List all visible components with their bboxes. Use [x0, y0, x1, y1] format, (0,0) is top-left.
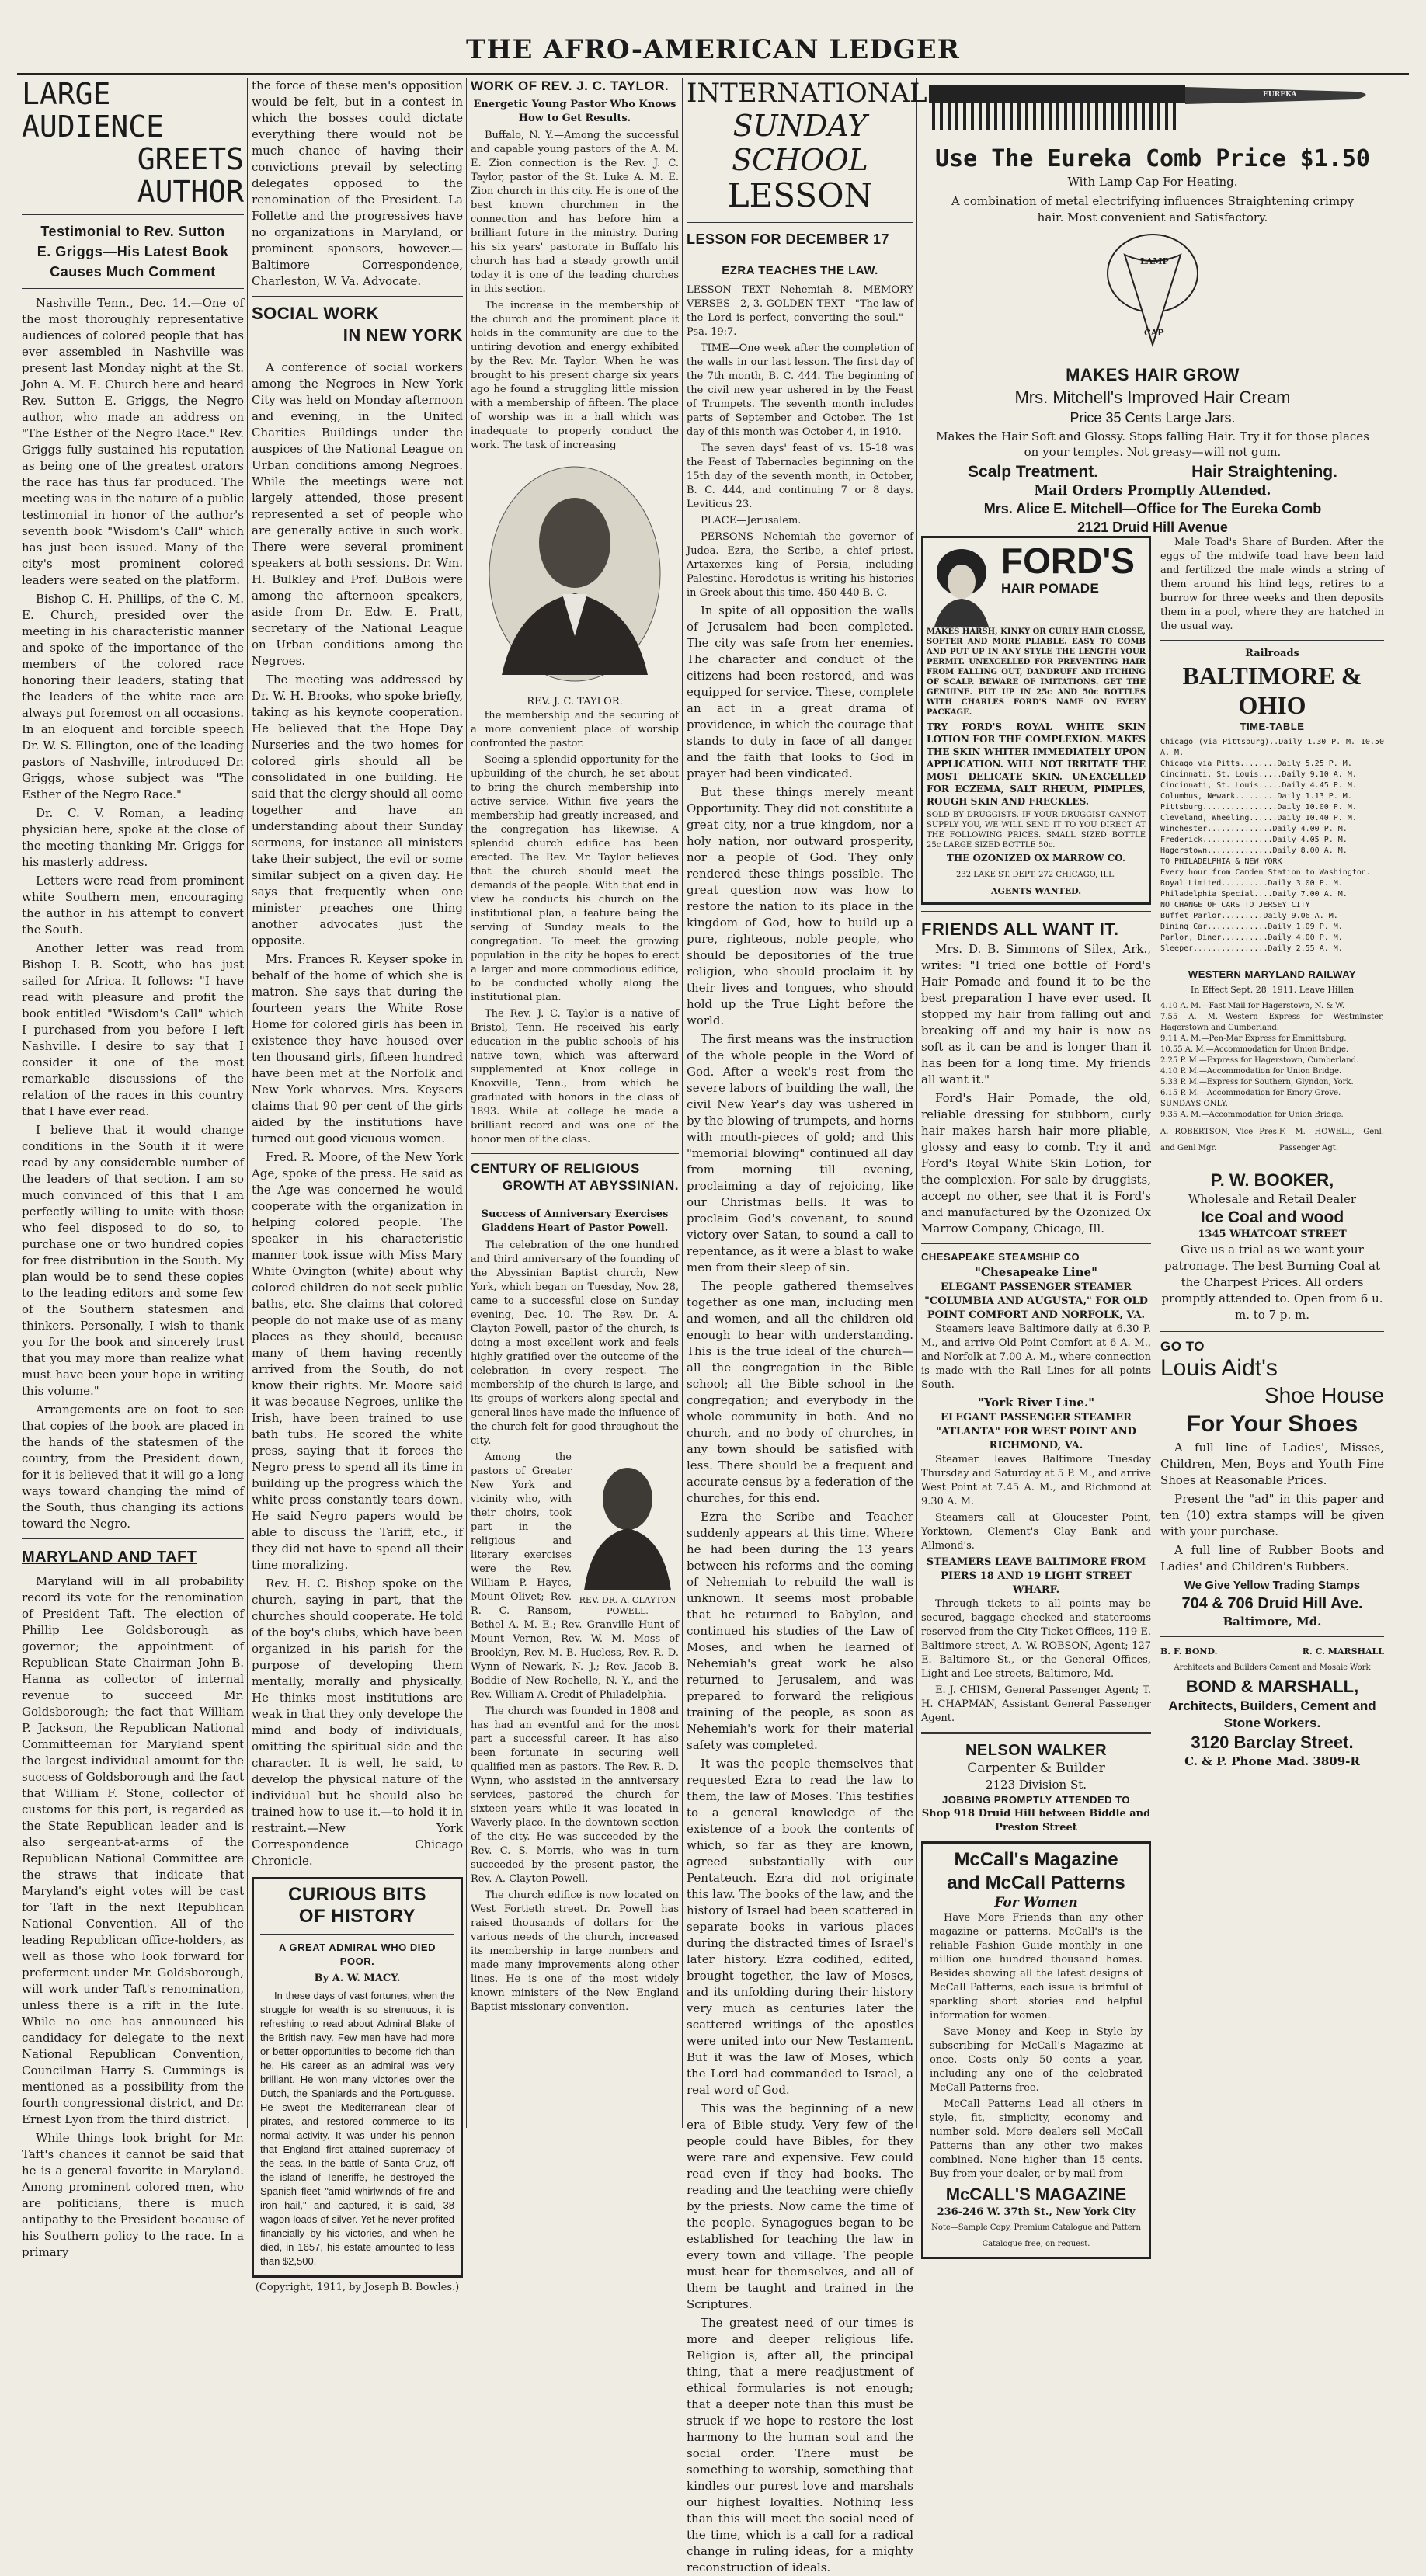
article-paragraph: The church was founded in 1808 and has had an eventful and for the most part a successful career. It has also been fortunate in securing well qualified men as pastors. The Rev. R. D. Wynn, who assisted in the anniversary services, pastored the church for sixteen years while it was located in Waverly place. In the downtown section of the city. He was succeeded by the Rev. C. S. Morris, who was in turn succeeded by the present pastor, the Rev. A. Clayton Powell.: [471, 1705, 679, 1885]
ad-chesapeake: [921, 1250, 1151, 1726]
fords-address: 232 LAKE ST. DEPT. 272 CHICAGO, ILL.: [956, 871, 1116, 879]
ad-nelson-walker: [921, 1740, 1151, 1835]
lesson-meta: LESSON TEXT—Nehemiah 8. MEMORY VERSES—2, 3. GOLDEN TEXT—"The law of the Lord is perfect, converting the soul."—Psa. 19:7.: [687, 284, 913, 338]
ads-left-stack: [921, 536, 1151, 2248]
aidt-city: Baltimore, Md.: [1223, 1615, 1322, 1629]
box-paragraph: In these days of vast fortunes, when the struggle for wealth is so strenuous, it is refreshing to read about Admiral Blake of the British navy. Few men have had more or better opportunities to become rich than he. His career as an admiral was very brilliant. He won many victories over the Dutch, the Spaniards and the Portuguese. He swept the Mediterranean clear of pirates, and restored commerce to its normal activity. It was under his pennon that England first attained supremacy of the seas. In the battle of Santa Cruz, off the island of Teneriffe, he destroyed the Spanish fleet "amid whirlwinds of fire and iron hail," and captured, it is said, 38 wagon loads of silver. Yet he never profited financially by his victories, and when he died, in 1657, his estate amounted to less than $2,500.: [260, 1990, 454, 2267]
column-divider: [682, 78, 683, 2128]
portrait-taylor: [471, 457, 679, 690]
ad-mccall: [921, 1841, 1151, 2259]
article-paragraph: Dr. C. V. Roman, a leading physician here, spoke at the close of the meeting thanking Mr. Griggs for his masterly address.: [22, 806, 244, 869]
lesson-paragraph: The seven days' feast of vs. 15-18 was the Feast of Tabernacles beginning on the 15th day of the seventh month, in October, B. C. 444, and continuing 7 or 8 days. Leviticus 23.: [687, 443, 913, 510]
article-paragraph: The meeting was addressed by Dr. W. H. Brooks, who spoke briefly, taking as his keynote cooperation. He believed that the Hope Day Nurseries and the two homes for colored girls should all be consolidated in one building. He said that the clergy should all come together and have an understanding about their Sunday sermons, for instance all ministers take their subject, the evil or some similar subject on a given day. He says that frequently when one minister preaches one thing another advocates just the opposite.: [252, 673, 463, 947]
article-paragraph: Maryland will in all probability record its vote for the renomination of President Taft. The election of Phillip Lee Goldsborough as governor; the appointment of Republican State Chairman John B. Hanna as collector of internal revenue to succeed Mr. Goldsborough; the fact that William P. Jackson, the Republican National Committeeman for Maryland spent the largest individual amount for the success of Goldsborough and the fact that William F. Stone, collector of customs for this port, is regarded as the State Republican leader and is also sergeant-at-arms of the Republican National Committee are the straws that indicate that Maryland's eight votes will be cast for Taft in the next Republican National Convention. All of the leading Republican office-holders, as well as those who look forward for preferment under Mr. Goldsborough, will work under Taft's renomination, unless there is a rift in the lute. While no one has announced his candidacy for delegate to the next National Republican Convention, Councilman Harry S. Cummings is mentioned as a possibility from the fourth congressional district, and Dr. Ernest Lyon from the third district.: [22, 1574, 244, 2126]
article-paragraph: Buffalo, N. Y.—Among the successful and capable young pastors of the A. M. E. Zion connection is the Rev. J. C. Taylor, pastor of the St. Luke A. M. E. Zion church in this city. He is one of the best known churchmen in the connection and has before him a brilliant future in the ministry. During his six years' pastorate in Buffalo his church has had a steady growth until today it is one of the leading churches in this section.: [471, 130, 679, 295]
column-1: [22, 77, 244, 2259]
timetable-row: 5.33 P. M.—Express for Southern, Glyndon, York.: [1160, 1078, 1354, 1086]
fords-description: MAKES HARSH, KINKY OR CURLY HAIR CLOSSE, SOFTER AND MORE PLIABLE. EASY TO COMB AND PUT UP IN ANY STYLE THE LENGTH YOUR PERMIT. UNEXCELLED FOR PREVENTING HAIR FROM FALLING OUT, DANDRUFF AND ITCHING OF SCALP. BEWARE OF IMITATIONS. GET THE GENUINE. PUT UP IN 25c AND 50c BOTTLES WITH CHARLES FORD'S NAME ON EVERY PACKAGE.: [927, 627, 1146, 717]
mitchell-scalp: Scalp Treatment.: [968, 463, 1099, 481]
aidt-for: For Your Shoes: [1186, 1411, 1358, 1437]
walker-shop: Shop 918 Druid Hill between Biddle and Preston Street: [921, 1808, 1151, 1834]
mccall-h2: and McCall Patterns: [947, 1872, 1125, 1893]
aidt-goto: GO TO: [1160, 1339, 1205, 1354]
lesson-title-sunday-school: SUNDAY SCHOOL: [732, 109, 868, 177]
fords-agents: AGENTS WANTED.: [990, 886, 1082, 896]
lesson-title-lesson: LESSON: [727, 176, 873, 214]
lesson-paragraph: It was the people themselves that requested Ezra to read the law to them, the law of Moses. This testifies to a general knowledge of the existence of a book the contents of which, so far as they are known, agreed substantially with our Pentateuch. Ezra did not originate this law. The books of the law, and the history of Israel had been scattered in separate books in various places during the distracted times of Israel's later history. Ezra codified, edited, brought together, the law of Moses, and its unfolding during their history very much as centuries later the scattered writings of the apostles were united into our New Testament. But it was the law of Moses, which the Lord had commanded to Israel, a real word of God.: [687, 1757, 913, 2097]
cap-label: CAP: [1144, 328, 1164, 338]
booker-goods: Ice Coal and wood: [1200, 1208, 1344, 1226]
timetable-row: Hagerstown..............Daily 8.00 A. M.: [1160, 846, 1348, 855]
lesson-paragraph: TIME—One week after the completion of the walls in our last lesson. The first day of the 7th month, B. C. 444. The beginning of the civil new year ushered in by the Feast of Trumpets. The seventh month includes parts of September and October. The 1st day of this month was October 4, in 1910.: [687, 342, 913, 438]
booker-role: Wholesale and Retail Dealer: [1188, 1192, 1357, 1206]
ad-mitchell-hair-cream: [921, 363, 1384, 535]
subheadline: Success of Anniversary Exercises Gladdens Heart of Pastor Powell.: [481, 1208, 669, 1234]
subheadline: Energetic Young Pastor Who Knows How to Get Results.: [473, 99, 676, 124]
chesapeake-l5: Steamers call at Gloucester Point, Yorktown, Clement's Clay Bank and Allmond's.: [921, 1512, 1151, 1552]
mccall-address: 236-246 W. 37th St., New York City: [937, 2206, 1136, 2218]
timetable-row: Cincinnati, St. Louis.....Daily 4.45 P. M.: [1160, 781, 1357, 790]
timetable-row: Parlor, Diner..........Daily 4.00 P. M.: [1160, 933, 1343, 942]
box-subheadline: A GREAT ADMIRAL WHO DIED POOR.: [279, 1942, 436, 1967]
headline-maryland-taft: MARYLAND AND TAFT: [22, 1549, 197, 1566]
headline-century: CENTURY OF RELIGIOUS: [471, 1161, 640, 1176]
wm-foot2: F. M. HOWELL, Genl. Passenger Agt.: [1279, 1128, 1384, 1152]
chesapeake-l4: Steamer leaves Baltimore Tuesday Thursday and Saturday at 5 P. M., and arrive West Point at 7.45 A. M., and Richmond at 9.30 A. M.: [921, 1454, 1151, 1507]
bo-rows: [1160, 737, 1384, 954]
woman-portrait-icon: [927, 541, 996, 627]
bond-address: 3120 Barclay Street.: [1191, 1733, 1354, 1752]
aidt-p1: A full line of Ladies', Misses, Children, Men, Boys and Youth Fine Shoes at Reasonable Prices.: [1160, 1441, 1384, 1487]
masthead: [0, 0, 1426, 70]
walker-job: JOBBING PROMPTLY ATTENDED TO: [941, 1794, 1130, 1806]
column-divider: [247, 78, 248, 2128]
chesapeake-york: "York River Line.": [977, 1396, 1095, 1410]
headline-taylor: WORK OF REV. J. C. TAYLOR.: [471, 78, 670, 93]
box-headline: OF HISTORY: [298, 1906, 416, 1927]
bond-sub: Architects, Builders, Cement and Stone Workers.: [1168, 1698, 1376, 1730]
toad-article: Male Toad's Share of Burden. After the eggs of the midwife toad have been laid and fertilized the male winds a string of them around his hind legs, retires to a burrow for three weeks and then deposits them in a pool, where they are hatched in the usual way.: [1160, 537, 1384, 632]
timetable-row: Cleveland, Wheeling......Daily 10.40 P. M.: [1160, 814, 1357, 822]
column-4: [687, 78, 927, 2574]
ad-eureka-comb: [921, 78, 1384, 357]
mitchell-l7: Mrs. Alice E. Mitchell—Office for The Eureka Comb: [983, 501, 1322, 516]
bond-phone: C. & P. Phone Mad. 3809-R: [1184, 1754, 1360, 1768]
eureka-title: Use The Eureka Comb Price $1.50: [935, 145, 1370, 172]
column-2: [252, 78, 463, 2293]
column-5-advertisements: [921, 78, 1384, 2248]
mccall-note: Note—Sample Copy, Premium Catalogue and Pattern Catalogue free, on request.: [931, 2223, 1141, 2248]
mitchell-l8: 2121 Druid Hill Avenue: [1077, 520, 1228, 535]
wm-head: WESTERN MARYLAND RAILWAY: [1188, 968, 1357, 980]
lesson-paragraph: In spite of all opposition the walls of Jerusalem had been completed. The city was safe from her enemies. The character and conduct of the citizens had been restored, and was equipped for service. These, complete an act in a great drama of providence, in which the courage that stands to duty in face of all danger and the faith that looks to God in prayer had been vindicated.: [687, 603, 913, 780]
mccall-p2: Save Money and Keep in Style by subscribing for McCall's Magazine at once. Costs only 50 cents a year, including any one of the celebrated McCall Patterns free.: [930, 2026, 1143, 2094]
lesson-paragraph: PLACE—Jerusalem.: [701, 515, 802, 527]
timetable-row: 6.15 P. M.—Accommodation for Emory Grove.: [1160, 1089, 1341, 1097]
timetable-row: TO PHILADELPHIA & NEW YORK: [1160, 857, 1282, 866]
friends-paragraph: Mrs. D. B. Simmons of Silex, Ark., writes: "I tried one bottle of Ford's Hair Pomade and found it to be the best preparation I have ever used. It stopped my hair from falling out and breaking off and my hair is now as soft as it can be and is longer than it has been for a long time. My friends all want it.": [921, 942, 1151, 1086]
mitchell-straighten: Hair Straightening.: [1191, 463, 1337, 481]
timetable-row: 4.10 A. M.—Fast Mail for Hagerstown, N. & W.: [1160, 1002, 1345, 1010]
article-paragraph: A conference of social workers among the Negroes in New York City was held on Monday afternoon and evening, in the United Charities Buildings under the auspices of the National League on Urban conditions among Negroes. While the meetings were not largely attended, those present represented a set of people who are generally active in such work. There were several prominent speakers at both sessions. Dr. Wm. H. Bulkley and Prof. DuBois were among the afternoon speakers, aside from Dr. Edw. E. Pratt, secretary of the National League on Urban conditions among the Negroes.: [252, 360, 463, 668]
article-paragraph: Mrs. Frances R. Keyser spoke in behalf of the home of which she is matron. She says that during the fourteen years the White Rose Home for colored girls has been in existence they have housed over ten thousand girls, fifteen hundred have been met at the Norfolk and New York wharves. Mrs. Keysers claims that 90 per cent of the girls aided by the institutions have turned out good vicuous women.: [252, 952, 463, 1145]
lesson-paragraph: This was the beginning of a new era of Bible study. Very few of the people could have Bibles, for they were rare and expensive. Few could read even if they had books. The reading and the teaching were chiefly by the priests. Now came the time of the people. Synagogues began to be established for teaching the law in every town and village. The people must hear for themselves, and all of them be taught and trained in the Scriptures.: [687, 2101, 913, 2311]
chesapeake-l6: STEAMERS LEAVE BALTIMORE FROM PIERS 18 AND 19 LIGHT STREET WHARF.: [926, 1556, 1146, 1596]
column-divider: [916, 78, 917, 2128]
fords-title: FORD'S: [1001, 541, 1135, 581]
lesson-paragraph: PERSONS—Nehemiah the governor of Judea. Ezra, the Scribe, a chief priest. Artaxerxes king of Persia, including Palestine. Herodotus is writing his histories in Greek about this time. 450-440 B. C.: [687, 531, 913, 599]
timetable-row: Royal Limited..........Daily 3.00 P. M.: [1160, 879, 1343, 888]
lesson-paragraph: The greatest need of our times is more and deeper religious life. Religion is, after all, the principal thing, that a mere readjustment of ethical formularies is not enough; that a deeper note than this must be struck if we hope to restore the lost harmony to the human soul and the social order. There must be something to worship, something that kindles our purest love and marshals our highest loyalties. Nothing less than this will meet the social need of the time, which is a call for a radical change in ruling ideas, for a mighty reconstruction of ideals.: [687, 2316, 913, 2574]
portrait-powell: [576, 1451, 679, 1617]
headline-greets-author: GREETS AUTHOR: [137, 142, 244, 209]
article-paragraph: The celebration of the one hundred and third anniversary of the founding of the Abyssinian Baptist church, New York, which began on Tuesday, Nov. 28, came to a successful close on Sunday evening, Dec. 10. The Rev. Dr. A. Clayton Powell, pastor of the church, is doing a most excellent work and feels highly gratified over the outcome of the celebration in every respect. The membership of the church is large, and its groups of workers along special and general lines have made the influence of the church felt for good throughout the city.: [471, 1239, 679, 1447]
comb-icon: [921, 78, 1384, 140]
timetable-row: Pittsburg................Daily 10.00 P. M.: [1160, 803, 1357, 812]
curious-bits-box: [252, 1877, 463, 2278]
chesapeake-l3: ELEGANT PASSENGER STEAMER "ATLANTA" FOR WEST POINT AND RICHMOND, VA.: [936, 1412, 1136, 1451]
lesson-title-international: INTERNATIONAL: [687, 78, 927, 109]
eureka-subtitle: With Lamp Cap For Heating.: [1067, 175, 1238, 189]
timetable-row: Every hour from Camden Station to Washington.: [1160, 868, 1371, 877]
article-paragraph: the membership and the securing of a more convenient place of worship confronted the pastor.: [471, 710, 679, 749]
timetable-row: Winchester..............Daily 4.00 P. M.: [1160, 825, 1348, 833]
article-paragraph: Fred. R. Moore, of the New York Age, spoke of the press. He said as the Age was concerned he would cooperate with the organization in helping colored people. The speaker in his characteristic manner took issue with Miss Mary White Ovington (white) about why colored children do not seek public baths, etc. She claims that colored people do not make use of as many places as they should, because many of them having recently arrived from the South, do not know their rights. Mr. Moore said it was because Negroes, unlike the Irish, have been trained to use bath tubs. He scored the white press, saying that it forces the Negro press to spend all its time in building up the progress which the white press constantly tears down. He said Negro papers would be able to discuss the Tariff, etc., if they did not have to spend all their time moralizing.: [252, 1150, 463, 1572]
bo-timetable: TIME-TABLE: [1240, 721, 1305, 732]
article-paragraph: Arrangements are on foot to see that copies of the book are placed in the hands of the statesmen of the country, from the President down, for it is believed that it will go a long ways toward changing the mind of the South, thus changing its actions toward the Negro.: [22, 1403, 244, 1531]
bond-role: Architects and Builders Cement and Mosaic Work: [1174, 1663, 1371, 1672]
mitchell-l2: Mrs. Mitchell's Improved Hair Cream: [1014, 388, 1291, 407]
article-paragraph: Seeing a splendid opportunity for the upbuilding of the church, he set about to bring the church membership into active service. Within five years the membership had greatly increased, and the congregation has likewise. A splendid church edifice has been erected. The Rev. Mr. Taylor believes that the church should meet the demands of the people. With that end in view he conducts his church on the institutional plan, a feature being the serving of Sunday meals to the congregation. To meet the growing population in the city he hopes to erect a larger and more commodious edifice, to be conducted wholly along the institutional plan.: [471, 754, 679, 1003]
article-paragraph: The increase in the membership of the church and the prominent place it holds in the community are due to the untiring devotion and energy exhibited by the Rev. Mr. Taylor. When he was brought to his present charge six years ago he found a struggling little mission with a membership of fifteen. The place of worship was in a hall which was inadequate to properly conduct the work. The task of increasing: [471, 300, 679, 451]
article-paragraph: Letters were read from prominent white Southern men, encouraging the author in his attempt to convert the South.: [22, 874, 244, 937]
timetable-row: 10.55 A. M.—Accommodation for Union Bridge.: [1160, 1045, 1349, 1054]
wm-foot1: A. ROBERTSON, Vice Pres. and Genl Mgr.: [1160, 1128, 1280, 1152]
lesson-date: LESSON FOR DECEMBER 17: [687, 231, 890, 247]
article-paragraph: While things look bright for Mr. Taft's chances it cannot be said that he is a general favorite in Maryland. Among prominent colored men, who are politicians, there is much antipathy to the President because of his Southern policy to the race. In a primary: [22, 2131, 244, 2259]
timetable-row: Cincinnati, St. Louis.....Daily 9.10 A. M.: [1160, 770, 1357, 779]
mccall-h3: For Women: [994, 1895, 1078, 1910]
chesapeake-head: CHESAPEAKE STEAMSHIP CO: [921, 1251, 1080, 1263]
friends-paragraph: Ford's Hair Pomade, the old, reliable dressing for stubborn, curly hair makes harsh hair more pliable, glossy and easy to comb. Try it and Ford's Royal White Skin Lotion, for the complexion. For sale by druggists, accept no other, see that it is Ford's and manufactured by the Ozonized Ox Marrow Company, Chicago, Ill.: [921, 1091, 1151, 1236]
comb-brand: EUREKA: [1263, 91, 1297, 99]
mitchell-l6: Mail Orders Promptly Attended.: [1034, 483, 1271, 499]
timetable-row: Chicago (via Pittsburg)..Daily 1.30 P. M. 10.50 A. M.: [1160, 738, 1384, 757]
article-paragraph: Among the pastors of Greater New York and vicinity who, with their choirs, took part in the religious and literary exercises were the Rev. William P. Hayes, Mount Olivet; Rev. R. C. Ransom, Bethel A. M. E.; Rev. Granville Hunt of Mount Vernon, Rev. W. M. Moss of Brooklyn, Rev. M. B. Hucless, Rev. R. D. Wynn of Newark, N. J.; Rev. Jacob B. Boddie of New Rochelle, N. Y., and the Rev. William A. Credit of Philadelphia.: [471, 1451, 679, 1701]
headline-abyssinian: GROWTH AT ABYSSINIAN.: [502, 1178, 679, 1193]
ad-bond-marshall: [1160, 1643, 1384, 1770]
timetable-row: Sleeper................Daily 2.55 A. M.: [1160, 944, 1343, 953]
mccall-p3: McCall Patterns Lead all others in style, fit, simplicity, economy and number sold. More dealers sell McCall Patterns than any other two makes combined. None higher than 15 cents. Buy from your dealer, or by mail from: [930, 2098, 1143, 2180]
photo-caption: REV. J. C. TAYLOR.: [527, 696, 623, 707]
timetable-row: 4.10 P. M.—Accommodation for Union Bridge.: [1160, 1067, 1342, 1076]
copyright-line: (Copyright, 1911, by Joseph B. Bowles.): [255, 2282, 460, 2293]
chesapeake-l8: E. J. CHISM, General Passenger Agent; T. H. CHAPMAN, Assistant General Passenger Agent.: [921, 1684, 1151, 1724]
headline-new-york: IN NEW YORK: [343, 325, 463, 345]
aidt-address: 704 & 706 Druid Hill Ave.: [1181, 1595, 1363, 1612]
mitchell-l4: Makes the Hair Soft and Glossy. Stops falling Hair. Try it for those places on your temples. Not greasy—will not gum.: [936, 429, 1369, 459]
chesapeake-l7: Through tickets to all points may be secured, baggage checked and staterooms reserved from the City Ticket Offices, 119 E. Baltimore street, A. W. ROBSON, Agent; 127 E. Baltimore St., or the General Offices, Light and Lee streets, Baltimore, Md.: [921, 1598, 1151, 1680]
chesapeake-l2: Steamers leave Baltimore daily at 6.30 P. M., and arrive Old Point Comfort at 6 A. M., and Norfolk at 7.00 A. M., where connection is made with the Rail Lines for all points South.: [921, 1323, 1151, 1391]
eureka-description: A combination of metal electrifying influences Straightening crimpy hair. Most convenient and Satisfactory.: [951, 194, 1355, 224]
fords-company: THE OZONIZED OX MARROW CO.: [946, 853, 1126, 864]
railroads-label: Railroads: [1245, 648, 1299, 659]
lesson-paragraph: But these things merely meant Opportunity. They did not constitute a great city, nor a true kingdom, nor a holy nation, nor outward prosperity, nor a people of God. They only rendered these things possible. The great question now was how to restore the nation to its place in the kingdom of God, how to build up a pure, righteous, noble people, who should be depositories of the true religion, who should proclaim it by their lives and tongues, who should hold up the True Light before the world.: [687, 785, 913, 1027]
bond-left: B. F. BOND.: [1160, 1646, 1218, 1656]
aidt-stamps: We Give Yellow Trading Stamps: [1184, 1579, 1361, 1592]
aidt-house: Shoe House: [1264, 1383, 1384, 1407]
timetable-row: 2.25 P. M.—Express for Hagerstown, Cumberland.: [1160, 1056, 1359, 1065]
timetable-row: NO CHANGE OF CARS TO JERSEY CITY: [1160, 901, 1310, 909]
article-paragraph: Nashville Tenn., Dec. 14.—One of the most thoroughly representative audiences of colored people that has ever assembled in Nashville was present last Monday night at the St. John A. M. E. Church here and heard Rev. Sutton E. Griggs, the Negro author, who made an address on "The Esther of the Negro Race." Rev. Griggs fully sustained his reputation as being one of the greatest orators the race has thus far produced. The meeting was in the nature of a public testimonial in honor of the author's seventh book "Wisdom's Call" which has just been issued. Many of the city's most prominent colored leaders were seated on the platform.: [22, 296, 244, 587]
article-paragraph: Rev. H. C. Bishop spoke on the church, saying in part, that the churches should cooperate. He told of the boy's clubs, which have been organized in his parish for the purpose of developing them mentally, morally and physically. He thinks most institutions are weak in that they only develope the mind and body of individuals, omitting the spiritual side and the character. It is well, he said, to develop the physical nature of the individual but he should also be trained how to use it.—to hold it in restraint.—New York Correspondence Chicago Chronicle.: [252, 1577, 463, 1868]
lamp-label: LAMP: [1140, 256, 1169, 266]
column-3: [471, 78, 679, 2128]
article-paragraph: Bishop C. H. Phillips, of the C. M. E. Church, presided over the meeting in his characteristic manner and spoke of the importance of the members of the colored race honoring their leaders, stating that the leaders of the white race are always put foremost on all occasions. In an eloquent and forcible speech Dr. W. S. Ellington, one of the leading pastors of Nashville, introduced Dr. Griggs, whose subject was "The Esther of the Negro Race.": [22, 592, 244, 801]
article-paragraph: The church edifice is now located on West Fortieth street. Dr. Powell has raised thousands of dollars for the various needs of the church, increased its membership in large numbers and made many improvements along other lines. He is one of the most widely known ministers of the New England Baptist missionary convention.: [471, 1889, 679, 2013]
subheadline: Testimonial to Rev. Sutton E. Griggs—His Latest Book Causes Much Comment: [37, 224, 229, 280]
timetable-row: 9.11 A. M.—Pen-Mar Express for Emmittsburg.: [1160, 1034, 1347, 1043]
ad-booker: [1160, 1170, 1384, 1323]
timetable-row: Dining Car.............Daily 1.09 P. M.: [1160, 923, 1343, 931]
timetable-row: Philadelphia Special....Daily 7.00 A. M.: [1160, 890, 1348, 899]
wm-rows: [1160, 1001, 1384, 1121]
lesson-paragraph: The first means was the instruction of the whole people in the Word of God. After a week's rest from the severe labors of building the wall, the civil New Year's day was ushered in by the blowing of trumpets, and horns with mouth-pieces of gold; and this "memorial blowing" continued all day from morning till evening, proclaiming a day of rejoicing, like our Christmas bells. It was to proclaim God's covenant, to sound victory over Satan, to sound a call to repentance, as it were a blast to wake men from their sleep of sin.: [687, 1032, 913, 1274]
booker-address: 1345 WHATCOAT STREET: [1198, 1229, 1347, 1240]
newspaper-title: THE AFRO-AMERICAN LEDGER: [466, 34, 960, 65]
booker-name: P. W. BOOKER,: [1210, 1170, 1334, 1190]
bond-name: BOND & MARSHALL,: [1185, 1677, 1359, 1696]
aidt-name: Louis Aidt's: [1160, 1355, 1278, 1381]
box-headline: CURIOUS BITS: [287, 1884, 426, 1905]
ad-fords-pomade: [921, 536, 1151, 905]
article-paragraph: I believe that it would change conditions in the South if it were read by any considerable number of the leaders of that section. I am so much convinced of this that I am perfectly willing to unite with those who feel disposed to do so, to purchase one or two hundred copies for free distribution in the South. My plan would be to send these copies to the leading editors and some few of the Southern statesmen and thinkers. Personally, I wish to thank you for the book and sincerely trust that you may more than realize what must have been your hope in writing this volume.": [22, 1123, 244, 1398]
ads-right-stack: [1160, 536, 1384, 2128]
article-paragraph: The Rev. J. C. Taylor is a native of Bristol, Tenn. He received his early education in the public schools of his native town, which was afterward supplemented at Knox college in Knoxville, Tenn., from which he graduated with honors in the class of 1893. While at college he made a brilliant record and was one of the honor men of the class.: [471, 1008, 679, 1145]
article-paragraph: Another letter was read from Bishop I. B. Scott, who has just sailed for Africa. It follows: "I have read with pleasure and profit the book entitled "Wisdom's Call" which I purchased from you before I left Nashville. I desire to say that I consider it one of the most remarkable discussions of the relation of the races in this country that I have ever read.: [22, 941, 244, 1118]
timetable-row: Columbus, Newark.........Daily 1.13 P. M.: [1160, 792, 1352, 801]
fords-subtitle: HAIR POMADE: [1001, 581, 1100, 596]
chesapeake-sub: "Chesapeake Line": [975, 1265, 1097, 1279]
chesapeake-l1: ELEGANT PASSENGER STEAMER "COLUMBIA AND AUGUSTA," FOR OLD POINT COMFORT AND NORFOLK, VA.: [924, 1281, 1148, 1321]
aidt-p3: A full line of Rubber Boots and Ladies' and Children's Rubbers.: [1160, 1543, 1384, 1573]
masthead-rule: [17, 73, 1409, 75]
lesson-heading: EZRA TEACHES THE LAW.: [722, 264, 878, 277]
timetable-row: Frederick...............Daily 4.05 P. M.: [1160, 836, 1348, 844]
timetable-row: 9.35 A. M.—Accommodation for Union Bridge.: [1160, 1111, 1344, 1119]
ad-louis-aidt: [1160, 1338, 1384, 1630]
photo-caption: REV. DR. A. CLAYTON POWELL.: [579, 1595, 676, 1616]
mitchell-l1: MAKES HAIR GROW: [1066, 365, 1240, 384]
headline-large-audience: LARGE AUDIENCE: [22, 77, 165, 144]
mccall-p1: Have More Friends than any other magazine or patterns. McCall's is the reliable Fashion Guide monthly in one million one hundred thousand homes. Besides showing all the latest designs of McCall Patterns, each issue is brimful of sparkling short stories and helpful information for women.: [930, 1912, 1143, 2022]
headline-social-work: SOCIAL WORK: [252, 304, 379, 323]
timetable-row: Chicago via Pitts........Daily 5.25 P. M.: [1160, 760, 1352, 768]
lesson-paragraph: The people gathered themselves together as one man, including men and women, and all the children old enough to hear with understanding. This is the true ideal of the church—all the congregation in the Bible school; all the Bible school in the congregation; and everybody in the whole community in both. And no church, and no body of churches, in any town should be satisfied with less. There should be a frequent and accurate census by a federation of the churches, for this end.: [687, 1279, 913, 1505]
walker-address: 2123 Division St.: [985, 1778, 1087, 1792]
mitchell-l3: Price 35 Cents Large Jars.: [1070, 410, 1236, 426]
mccall-foot: McCALL'S MAGAZINE: [945, 2185, 1127, 2204]
box-byline: By A. W. MACY.: [314, 1973, 401, 1984]
timetable-row: 7.55 A. M.—Western Express for Westminster, Hagerstown and Cumberland.: [1160, 1013, 1384, 1032]
walker-role: Carpenter & Builder: [967, 1761, 1105, 1776]
column-divider: [466, 78, 467, 2128]
friends-headline: FRIENDS ALL WANT IT.: [921, 920, 1119, 939]
lesson-paragraph: Ezra the Scribe and Teacher suddenly appears at this time. Where he had been during the 13 years between his reforms and the coming of Nehemiah to rebuild the wall is unknown. It seems most probable that he returned to Babylon, and continued his studies of the Law of Moses, and when he learned of Nehemiah's great work he also returned to Jerusalem, and was prepared to forward the religious training of the people, as soon as Nehemiah's work for their material safety was completed.: [687, 1510, 913, 1752]
aidt-p2: Present the "ad" in this paper and ten (10) extra stamps will be given with your purchase.: [1160, 1492, 1384, 1538]
fords-try: TRY FORD'S ROYAL WHITE SKIN LOTION FOR THE COMPLEXION. MAKES THE SKIN WHITER IMMEDIATELY UPON APPLICATION. WILL NOT IRRITATE THE MOST DELICATE SKIN. UNEXCELLED FOR ECZEMA, SALT RHEUM, PIMPLES, ROUGH SKIN AND FRECKLES.: [927, 721, 1146, 807]
bo-title: BALTIMORE & OHIO: [1182, 662, 1362, 719]
mccall-h1: McCall's Magazine: [954, 1849, 1118, 1870]
article-paragraph: the force of these men's opposition would be felt, but in a contest in which the bosses could dictate everything there would not be much chance of having their convictions prevail by selecting delegates opposed to the renomination of the President. La Follette and the progressives have no organizations in Maryland, or prominent sponsors, however.—Baltimore Correspondence, Charleston, W. Va. Advocate.: [252, 78, 463, 288]
booker-paragraph: Give us a trial as we want your patronage. The best Burning Coal at the Charpest Prices. All orders promptly attended to. Open from 6 u. m. to 7 p. m.: [1161, 1243, 1383, 1322]
timetable-row: SUNDAYS ONLY.: [1160, 1100, 1228, 1108]
bond-right: R. C. MARSHALL: [1302, 1646, 1384, 1656]
timetable-row: Buffet Parlor.........Daily 9.06 A. M.: [1160, 912, 1338, 920]
wm-sub: In Effect Sept. 28, 1911. Leave Hillen: [1190, 985, 1355, 995]
fords-sold: SOLD BY DRUGGISTS. IF YOUR DRUGGIST CANNOT SUPPLY YOU, WE WILL SEND IT TO YOU DIRECT AT THE FOLLOWING PRICES. SMALL SIZED BOTTLE 25c LARGE SIZED BOTTLE 50c.: [927, 811, 1146, 850]
walker-name: NELSON WALKER: [965, 1742, 1108, 1759]
